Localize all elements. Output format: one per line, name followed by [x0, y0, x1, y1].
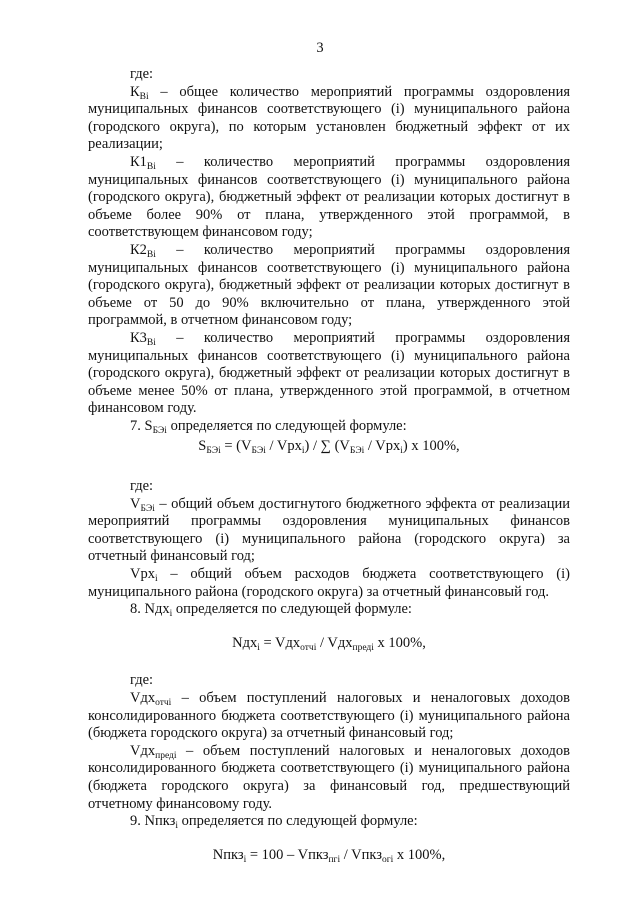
- formula-part: / Vпкз: [340, 846, 382, 863]
- formula-sub: i: [243, 854, 247, 865]
- symbol-subscript: Вi: [146, 337, 156, 348]
- page-number: 3: [316, 40, 324, 56]
- document-body: [88, 66, 570, 864]
- item-7-heading: [88, 418, 570, 436]
- definition-v-be: [88, 496, 570, 566]
- symbol-subscript: Вi: [139, 91, 149, 102]
- formula-sub: отчi: [300, 642, 317, 653]
- formula-part: = Vдх: [259, 634, 301, 651]
- definition-k3-bi: [88, 330, 570, 418]
- formula-sub: БЭi: [251, 446, 266, 457]
- formula-s-be: [88, 438, 570, 456]
- definition-k-bi: [88, 84, 570, 154]
- definition-v-dx-otch: [88, 690, 570, 743]
- item-9-sub: i: [175, 821, 178, 832]
- formula-part: ) х 100%,: [402, 438, 460, 455]
- where-label: где:: [130, 66, 154, 82]
- symbol-subscript: Вi: [146, 161, 156, 172]
- item-8-pre: 8. Nдх: [130, 601, 170, 618]
- where-label: где:: [130, 478, 154, 495]
- formula-sub: i: [257, 642, 260, 653]
- formula-n-dx: [88, 635, 570, 653]
- formula-part: х 100%,: [393, 846, 446, 863]
- formula-sub: БЭi: [349, 446, 365, 457]
- definition-text: – общий объем достигнутого бюджетного эффекта от реализации мероприятий программы оздоровления муниципальных финансов соответствующего (i) муниципального района (городского округа) за отчетный финансовый год;: [88, 495, 570, 565]
- formula-part: / Vрх: [364, 438, 401, 455]
- symbol-subscript: Вi: [146, 249, 156, 260]
- formula-part: Nпкз: [212, 846, 244, 863]
- symbol-subscript: БЭi: [140, 503, 155, 514]
- formula-n-pkz: [88, 847, 570, 865]
- where-label: где:: [130, 672, 154, 689]
- formula-part: ) / ∑ (V: [304, 438, 350, 455]
- item-9-heading: [88, 813, 570, 831]
- item-8-heading: [88, 601, 570, 619]
- symbol: К2: [130, 241, 147, 258]
- formula-part: х 100%,: [373, 634, 426, 651]
- formula-part: = 100 – Vпкз: [246, 846, 329, 863]
- formula-part: Nдх: [232, 634, 258, 651]
- symbol: Vрх: [130, 566, 155, 583]
- formula-part: / Vдх: [316, 634, 353, 651]
- formula-sub: предi: [352, 642, 374, 653]
- formula-part: S: [198, 438, 207, 455]
- item-8-post: определяется по следующей формуле:: [172, 601, 412, 618]
- definition-k2-bi: [88, 242, 570, 330]
- symbol: К3: [130, 329, 147, 346]
- definition-text: – общий объем расходов бюджета соответствующего (i) муниципального района (городского округа) за отчетный финансовый год.: [88, 566, 570, 600]
- definition-text: – объем поступлений налоговых и неналоговых доходов консолидированного бюджета соответствующего (i) муниципального района (бюджета городского округа) за финансовый год, предшествующий отчетному финансовому году.: [88, 742, 570, 812]
- formula-sub: пгi: [328, 854, 341, 865]
- formula-sub: огi: [381, 854, 394, 865]
- formula-sub: i: [301, 446, 305, 457]
- item-9-pre: 9. Nпкз: [130, 813, 176, 830]
- symbol: Vдх: [130, 742, 156, 759]
- item-8-sub: i: [169, 609, 173, 620]
- definition-text: – объем поступлений налоговых и неналоговых доходов консолидированного бюджета соответствующего (i) муниципального района (бюджета городского округа) за отчетный финансовый год;: [88, 690, 570, 742]
- formula-sub: i: [400, 446, 403, 457]
- formula-sub: БЭi: [206, 446, 221, 457]
- formula-part: = (V: [220, 438, 252, 455]
- formula-part: / Vрх: [265, 438, 302, 455]
- symbol: V: [130, 495, 141, 512]
- definition-text: – количество мероприятий программы оздоровления муниципальных финансов соответствующего (i) муниципального района (городского округа), бюджетный эффект от реализации которых достигнут в объеме более 90% от плана, утвержденного этой программой, в соответствующем финансовом году;: [88, 153, 570, 241]
- definition-v-rx: [88, 566, 570, 601]
- symbol: К1: [130, 153, 147, 170]
- definition-text: – общее количество мероприятий программы оздоровления муниципальных финансов соответствующего (i) муниципального района (городского округа), по которым установлен бюджетный эффект от их реализации;: [88, 83, 570, 153]
- symbol-subscript: отчi: [155, 698, 172, 708]
- item-7-pre: 7. S: [130, 417, 153, 434]
- symbol: Vдх: [130, 690, 156, 706]
- definition-text: – количество мероприятий программы оздоровления муниципальных финансов соответствующего (i) муниципального района (городского округа), бюджетный эффект от реализации которых достигнут в объеме от 50 до 90% включительно от плана, утвержденного этой программой, в отчетном финансовом году;: [88, 241, 570, 329]
- symbol-subscript: i: [154, 574, 158, 585]
- item-7-post: определяется по следующей формуле:: [166, 417, 407, 434]
- item-9-post: определяется по следующей формуле:: [177, 813, 418, 830]
- symbol: К: [130, 83, 140, 100]
- item-7-sub: БЭi: [152, 425, 167, 436]
- definition-k1-bi: [88, 154, 570, 242]
- definition-v-dx-pred: [88, 743, 570, 813]
- symbol-subscript: предi: [155, 750, 177, 761]
- definition-text: – количество мероприятий программы оздоровления муниципальных финансов соответствующего (i) муниципального района (городского округа), бюджетный эффект от реализации которых достигнут в объеме менее 50% от плана, утвержденного этой программой, в отчетном финансовом году.: [88, 329, 570, 417]
